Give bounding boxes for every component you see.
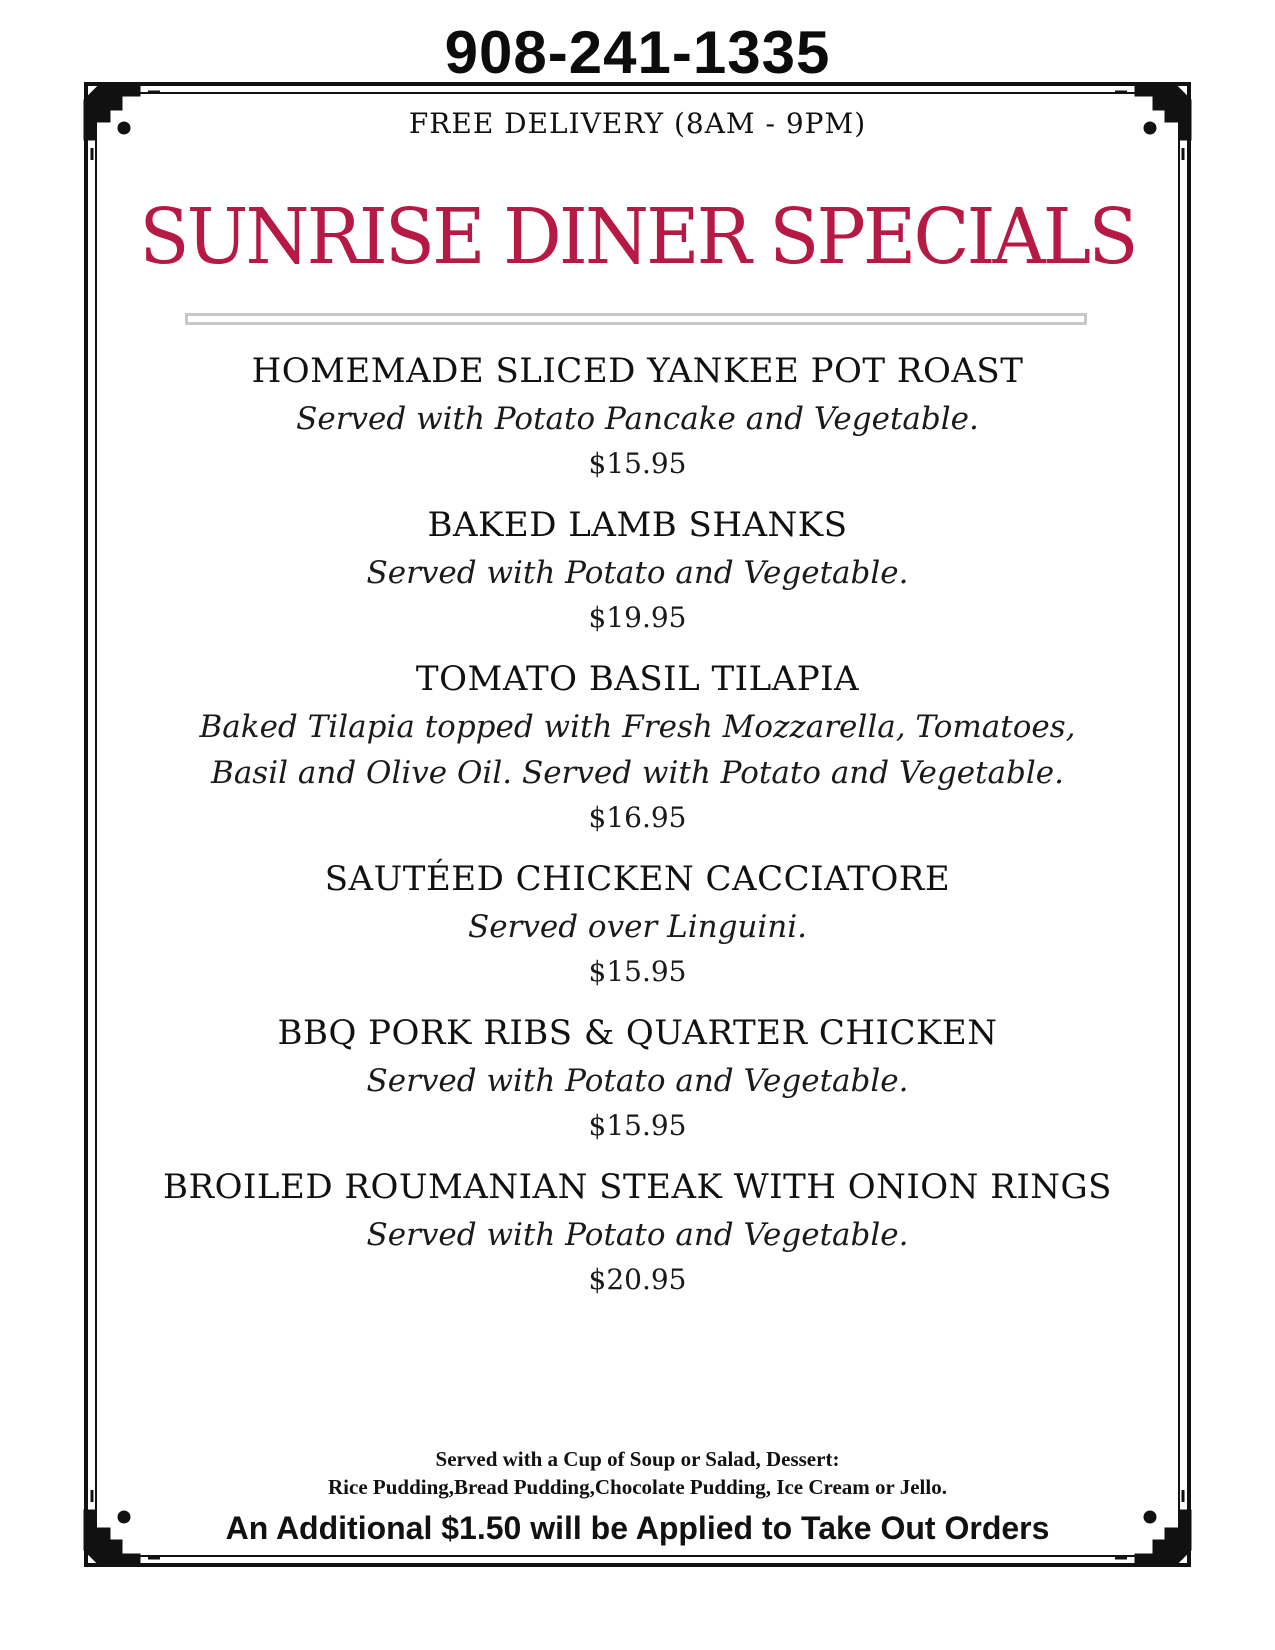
item-price: $20.95 [588, 1263, 687, 1296]
item-price: $15.95 [588, 447, 687, 480]
item-description: Basil and Olive Oil. Served with Potato and Vegetable. [211, 755, 1064, 791]
item-description: Served with Potato and Vegetable. [366, 555, 909, 591]
menu-item-lamb-shanks [130, 500, 1145, 640]
item-name: BBQ PORK RIBS & QUARTER CHICKEN [277, 1013, 998, 1053]
menu-item-tilapia [130, 654, 1145, 840]
menu-item-roumanian-steak [130, 1162, 1145, 1302]
item-name: TOMATO BASIL TILAPIA [415, 659, 860, 699]
item-description: Baked Tilapia topped with Fresh Mozzarella, Tomatoes, [199, 709, 1076, 745]
item-name: HOMEMADE SLICED YANKEE POT ROAST [251, 351, 1024, 391]
item-price: $19.95 [588, 601, 687, 634]
takeout-surcharge-note: An Additional $1.50 will be Applied to Take Out Orders [225, 1510, 1050, 1546]
delivery-hours: FREE DELIVERY (8AM - 9PM) [408, 107, 867, 140]
included-sides-line: Served with a Cup of Soup or Salad, Dessert: [435, 1447, 840, 1471]
phone-number: 908-241-1335 [444, 19, 831, 86]
title-divider [185, 313, 1087, 325]
item-description: Served with Potato Pancake and Vegetable. [296, 401, 979, 437]
item-description: Served with Potato and Vegetable. [366, 1217, 909, 1253]
menu-item-ribs-chicken [130, 1008, 1145, 1148]
item-description: Served with Potato and Vegetable. [366, 1063, 909, 1099]
item-price: $15.95 [588, 1109, 687, 1142]
menu-item-chicken-cacciatore [130, 854, 1145, 994]
menu-item-pot-roast [130, 346, 1145, 486]
dessert-options-line: Rice Pudding,Bread Pudding,Chocolate Pudding, Ice Cream or Jello. [328, 1475, 947, 1499]
item-name: BROILED ROUMANIAN STEAK WITH ONION RINGS [163, 1167, 1112, 1207]
item-name: BAKED LAMB SHANKS [427, 505, 848, 545]
specials-list [130, 346, 1145, 1316]
item-name: SAUTÉED CHICKEN CACCIATORE [324, 859, 951, 899]
item-price: $15.95 [588, 955, 687, 988]
item-description: Served over Linguini. [467, 909, 808, 945]
item-price: $16.95 [588, 801, 687, 834]
page-title: SUNRISE DINER SPECIALS [139, 193, 1136, 282]
included-sides-note [0, 1445, 1275, 1501]
